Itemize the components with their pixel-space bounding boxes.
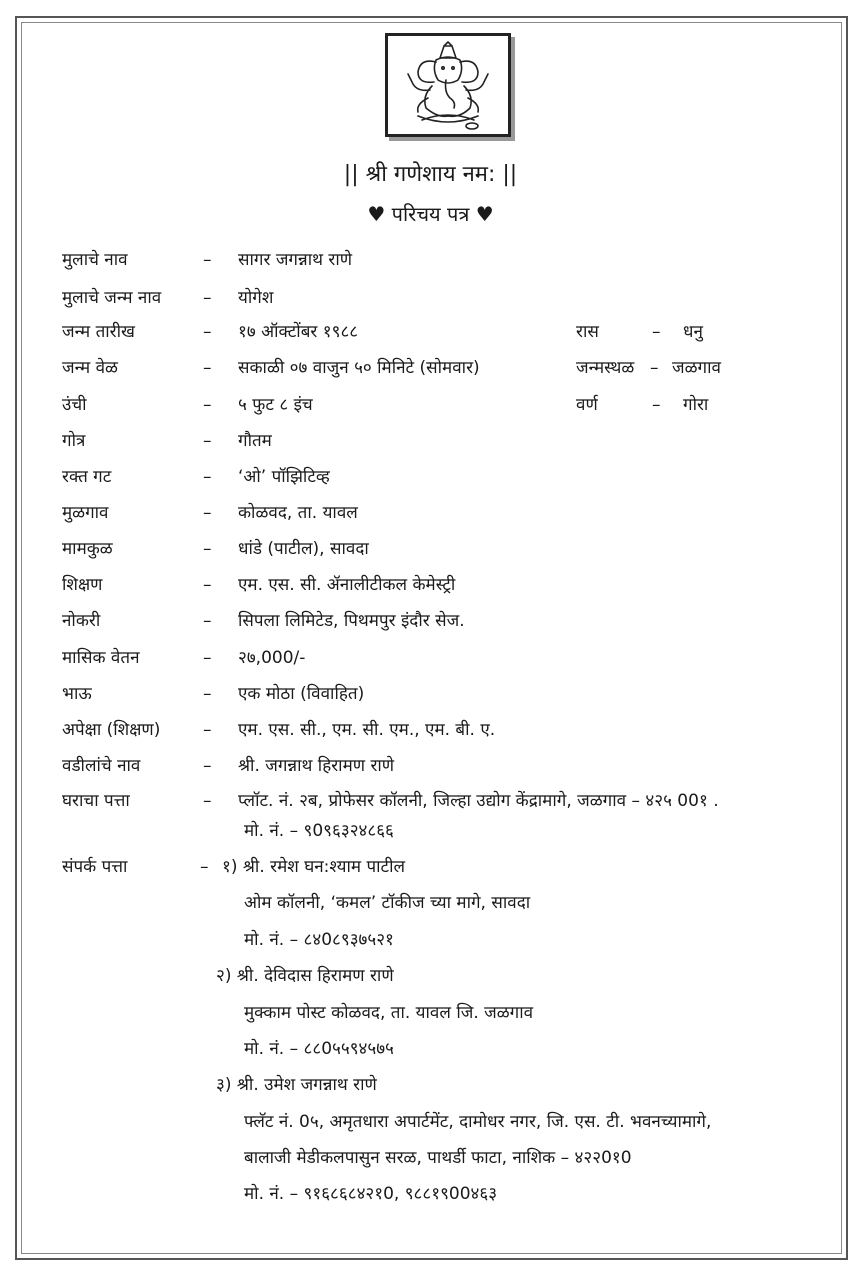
contact-line: मो. नं. – ९१६८६८४२१0, ९८८१९00४६३ [244, 1184, 498, 1204]
dash: – [203, 358, 212, 378]
field-label: उंची [62, 395, 87, 415]
field-value: एक मोठा (विवाहित) [238, 684, 365, 704]
dash: – [203, 322, 212, 342]
field-label: घराचा पत्ता [62, 791, 130, 811]
field-label: वडीलांचे नाव [62, 756, 141, 776]
dash: – [203, 250, 212, 270]
field-value: ‘ओ’ पॉझिटिव्ह [238, 467, 330, 487]
dash: – [203, 467, 212, 487]
dash: – [203, 539, 212, 559]
field-value: सागर जगन्नाथ राणे [238, 250, 353, 270]
field-label: अपेक्षा (शिक्षण) [62, 720, 161, 740]
field-value: एम. एस. सी. ॲनालीटीकल केमेस्ट्री [238, 575, 456, 595]
field-label: रक्त गट [62, 467, 112, 487]
side-value: जळगाव [672, 358, 721, 378]
dash: – [203, 395, 212, 415]
home-phone: मो. नं. – ९0९६३२४८६६ [244, 821, 394, 841]
contact-line: २) श्री. देविदास हिरामण राणे [216, 966, 394, 986]
field-label: मुलाचे नाव [62, 250, 128, 270]
dash: – [203, 611, 212, 631]
contact-line: ओम कॉलनी, ‘कमल’ टॉकीज च्या मागे, सावदा [244, 893, 531, 913]
dash: – [200, 857, 209, 877]
side-label: वर्ण [576, 395, 598, 415]
dash: – [203, 791, 212, 811]
dash: – [652, 322, 661, 342]
field-value: श्री. जगन्नाथ हिरामण राणे [238, 756, 395, 776]
dash: – [203, 503, 212, 523]
contact-line: १) श्री. रमेश घन:श्याम पाटील [222, 857, 406, 877]
dash: – [203, 575, 212, 595]
dash: – [203, 288, 212, 308]
invocation-heading: || श्री गणेशाय नम: || [343, 162, 518, 187]
title-text: परिचय पत्र [391, 202, 470, 226]
side-value: धनु [683, 322, 703, 342]
contact-line: मो. नं. – ८८0५५९४५७५ [244, 1039, 394, 1059]
field-value: २७,000/- [238, 648, 306, 668]
dash: – [203, 684, 212, 704]
contact-line: बालाजी मेडीकलपासुन सरळ, पाथर्डी फाटा, नाशिक – ४२२0१0 [244, 1148, 632, 1168]
field-label: नोकरी [62, 611, 101, 631]
field-value: योगेश [238, 288, 274, 308]
dash: – [203, 720, 212, 740]
field-value: गौतम [238, 431, 272, 451]
dash: – [652, 395, 661, 415]
side-label: जन्मस्थळ [576, 358, 635, 378]
field-label: मासिक वेतन [62, 648, 140, 668]
field-label: जन्म वेळ [62, 358, 118, 378]
field-label: भाऊ [62, 684, 92, 704]
field-value: ५ फुट ८ इंच [238, 395, 313, 415]
ganesha-icon [385, 33, 511, 137]
dash: – [203, 431, 212, 451]
field-value: कोळवद, ता. यावल [238, 503, 358, 523]
field-label: मुळगाव [62, 503, 109, 523]
side-value: गोरा [683, 395, 709, 415]
field-label: गोत्र [62, 431, 86, 451]
field-value: १७ ऑक्टोंबर १९८८ [238, 322, 359, 342]
side-label: रास [576, 322, 599, 342]
field-label: मामकुळ [62, 539, 113, 559]
field-value: एम. एस. सी., एम. सी. एम., एम. बी. ए. [238, 720, 496, 740]
field-value: प्लॉट. नं. २ब, प्रोफेसर कॉलनी, जिल्हा उद्योग केंद्रामागे, जळगाव – ४२५ 00१ . [238, 791, 719, 811]
dash: – [650, 358, 659, 378]
field-value: धांडे (पाटील), सावदा [238, 539, 369, 559]
contact-line: मुक्काम पोस्ट कोळवद, ता. यावल जि. जळगाव [244, 1003, 534, 1023]
dash: – [203, 648, 212, 668]
contact-label: संपर्क पत्ता [62, 857, 128, 877]
field-value: सिपला लिमिटेड, पिथमपुर इंदौर सेज. [238, 611, 465, 631]
field-label: शिक्षण [62, 575, 103, 595]
field-label: जन्म तारीख [62, 322, 135, 342]
contact-line: ३) श्री. उमेश जगन्नाथ राणे [216, 1075, 377, 1095]
contact-line: फ्लॅट नं. 0५, अमृतधारा अपार्टमेंट, दामोधर नगर, जि. एस. टी. भवनच्यामागे, [244, 1112, 712, 1132]
field-label: मुलाचे जन्म नाव [62, 288, 162, 308]
heart-icon: ♥ [367, 202, 386, 226]
heart-icon: ♥ [475, 202, 494, 226]
contact-line: मो. नं. – ८४0८९३७५२१ [244, 930, 394, 950]
dash: – [203, 756, 212, 776]
field-value: सकाळी ०७ वाजुन ५० मिनिटे (सोमवार) [238, 358, 480, 378]
document-title [0, 200, 861, 227]
